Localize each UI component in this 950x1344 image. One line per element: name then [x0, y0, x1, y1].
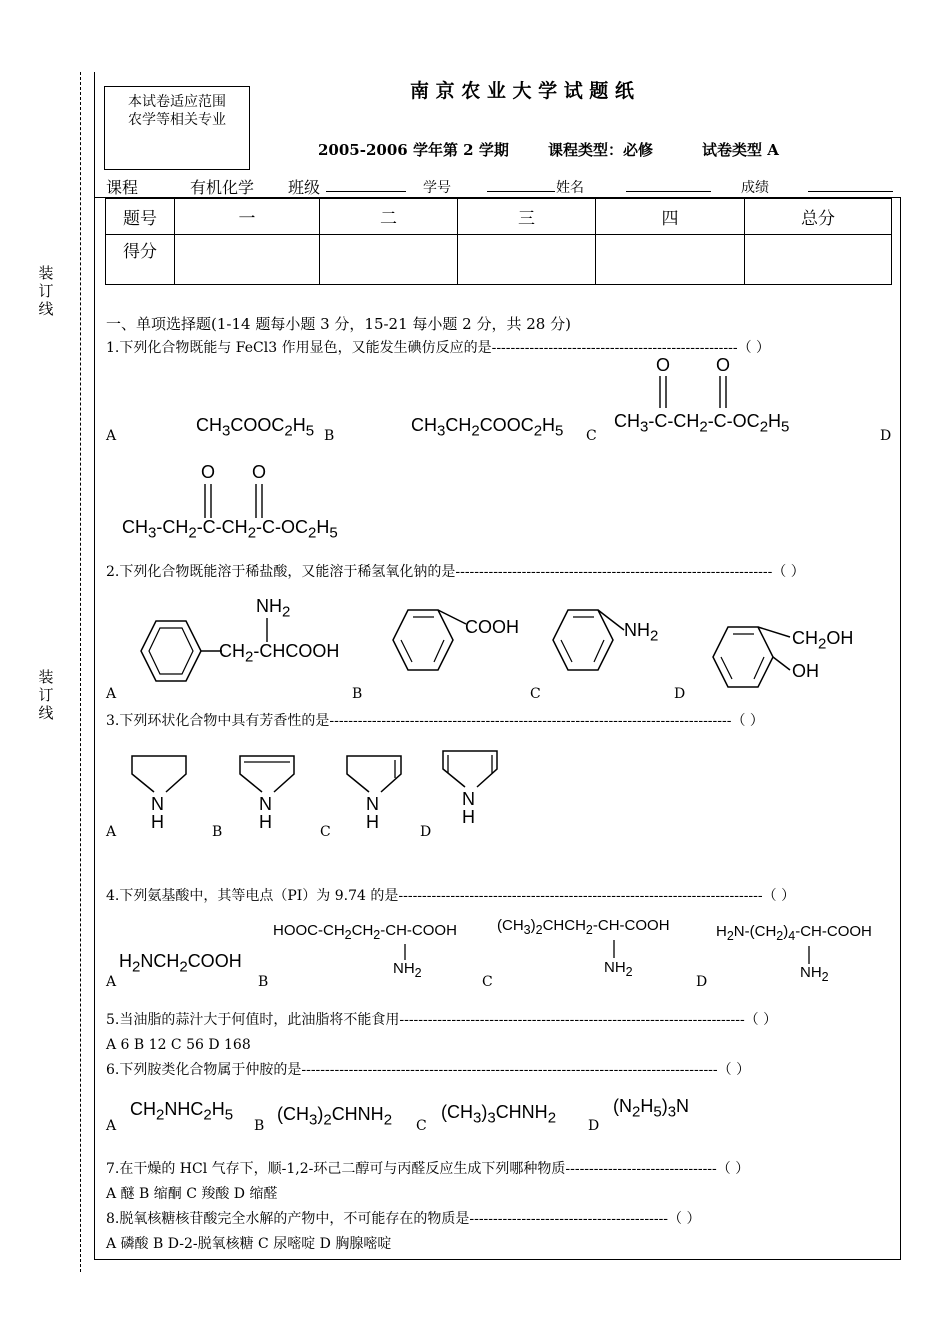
q1-option-c-letter[interactable]: C [586, 428, 597, 444]
score-cell[interactable] [745, 235, 892, 285]
q2-option-d-letter[interactable]: D [674, 686, 686, 702]
q1-option-a-letter[interactable]: A [106, 428, 117, 444]
score-field[interactable] [808, 191, 893, 192]
q4-d-amine: $NH_2$ [800, 964, 829, 984]
q2-a-amine: $NH_2$ [256, 596, 291, 621]
svg-text:H: H [259, 812, 272, 832]
q2-a-bond [262, 616, 272, 644]
score-table-header: 题号 [106, 199, 175, 235]
svg-text:H: H [366, 812, 379, 832]
q4-b-bond [400, 942, 410, 962]
q1-option-b-letter[interactable]: B [324, 428, 335, 444]
course-type: 课程类型：必修 [548, 141, 654, 159]
score-table-header: 总分 [745, 199, 892, 235]
course-label: 课程 [106, 178, 139, 197]
q6-option-a-letter[interactable]: A [106, 1118, 117, 1134]
q2-b-carboxyl: COOH [465, 617, 519, 637]
q2-b-benzene-ring [380, 604, 470, 680]
q6-option-c-formula: $(CH_3)_3CHNH_2$ [441, 1102, 557, 1127]
q4-option-c-formula: $(CH_3)_2CHCH_2-CH$-COOH [497, 917, 670, 937]
score-table-header: 二 [320, 199, 458, 235]
q2-d-hydroxyl: OH [792, 661, 819, 681]
q2-d-hydroxymethyl: $CH_2OH$ [792, 628, 854, 653]
question-8: 8.脱氧核糖核苷酸完全水解的产物中，不可能存在的物质是------------------------------------------（ ） [106, 1211, 701, 1227]
q1-option-b-formula: $CH_3CH_2COOC_2H_5$ [411, 415, 564, 440]
question-5-options[interactable]: A 6 B 12 C 56 D 168 [106, 1037, 251, 1053]
course-value[interactable]: 有机化学 [150, 175, 254, 199]
svg-text:H: H [151, 812, 164, 832]
q1-option-a-formula: $CH_3COOC_2H_5$ [196, 415, 315, 440]
svg-text:N: N [366, 794, 379, 814]
q3-d-pyrrole-ring [435, 745, 505, 827]
student-id-field[interactable] [487, 191, 555, 192]
question-4: 4.下列氨基酸中，其等电点（PI）为 9.74 的是-----------------------------------------------------------------------------（ ） [106, 888, 796, 904]
scope-line-1: 本试卷适应范围 [128, 94, 226, 110]
scope-box [104, 86, 250, 170]
binding-label-lower: 装订线 [38, 668, 54, 722]
q1-d-oxygen-1: O [201, 462, 216, 482]
question-7-options[interactable]: A 醚 B 缩酮 C 羧酸 D 缩醛 [106, 1186, 278, 1202]
svg-text:N: N [462, 789, 475, 809]
svg-text:N: N [259, 794, 272, 814]
binding-dashed-line [80, 72, 81, 1272]
score-cell[interactable] [175, 235, 320, 285]
name-field[interactable] [626, 191, 711, 192]
q1-option-d-formula: $CH_3-CH_2-C-CH_2-C-OC_2H_5$ [122, 517, 338, 542]
question-6: 6.下列胺类化合物属于仲胺的是----------------------------------------------------------------------------------------（ ） [106, 1062, 751, 1078]
q1-d-oxygen-2: O [252, 462, 267, 482]
question-5: 5.当油脂的蒜汁大于何值时，此油脂将不能食用-------------------------------------------------------------------------（ ） [106, 1012, 778, 1028]
q2-option-b-letter[interactable]: B [352, 686, 363, 702]
q4-c-amine: $NH_2$ [604, 959, 633, 979]
class-label: 班级 [288, 178, 321, 197]
q3-a-pyrrolidine-ring [124, 750, 194, 832]
q6-option-a-formula: $CH_2NHC_2H_5$ [130, 1099, 234, 1124]
q3-option-a-letter[interactable]: A [106, 824, 117, 840]
q4-option-b-letter[interactable]: B [258, 974, 269, 990]
q6-option-b-formula: $(CH_3)_2CHNH_2$ [277, 1104, 393, 1129]
q1-c-oxygen-1: O [656, 355, 671, 375]
page-title: 南 京 农 业 大 学 试 题 纸 [410, 80, 634, 102]
score-table-header: 三 [458, 199, 596, 235]
score-cell[interactable] [458, 235, 596, 285]
score-cell[interactable] [596, 235, 745, 285]
question-3: 3.下列环状化合物中具有芳香性的是-------------------------------------------------------------------------------------（ ） [106, 713, 764, 729]
q6-option-d-formula: $(N_2H_5)_3N$ [613, 1096, 690, 1121]
student-id-label: 学号 [423, 180, 451, 196]
q2-c-benzene-ring [540, 604, 630, 680]
semester: 2005-2006 学年第 2 学期 [318, 141, 509, 159]
class-field[interactable] [326, 191, 406, 192]
q3-option-c-letter[interactable]: C [320, 824, 331, 840]
q1-c-oxygen-2: O [716, 355, 731, 375]
q1-d-double-bonds [196, 478, 276, 520]
score-cell[interactable] [320, 235, 458, 285]
q4-c-bond [609, 938, 619, 960]
q2-option-a-formula: $CH_2$-CHCOOH [219, 641, 340, 666]
q4-option-a-formula: $H_2NCH_2COOH$ [119, 951, 242, 976]
q3-c-2-pyrroline-ring [339, 750, 409, 832]
q2-option-a-letter[interactable]: A [106, 686, 117, 702]
question-8-options[interactable]: A 磷酸 B D-2-脱氧核糖 C 尿嘧啶 D 胸腺嘧啶 [106, 1236, 392, 1252]
q4-option-b-formula: HOOC-$CH_2CH_2-CH$-COOH [273, 922, 457, 942]
q6-option-b-letter[interactable]: B [254, 1118, 265, 1134]
svg-text:H: H [462, 807, 475, 827]
q1-option-d-letter[interactable]: D [880, 428, 892, 444]
score-row-label: 得分 [106, 235, 175, 285]
binding-label-upper: 装订线 [38, 264, 54, 318]
q4-option-c-letter[interactable]: C [482, 974, 493, 990]
section-heading: 一、单项选择题(1-14 题每小题 3 分，15-21 每小题 2 分，共 28 分) [106, 315, 571, 333]
paper-type: 试卷类型 A [702, 141, 779, 159]
score-label: 成绩 [741, 180, 769, 196]
q2-d-benzene-ring [706, 615, 796, 695]
q3-b-3-pyrroline-ring [232, 750, 302, 832]
q3-option-d-letter[interactable]: D [420, 824, 432, 840]
q2-c-amine: $NH_2$ [624, 620, 659, 645]
q2-a-benzene-ring [126, 615, 226, 691]
q1-option-c-formula: $CH_3-C-CH_2-C-OC_2H_5$ [614, 411, 790, 436]
question-2: 2.下列化合物既能溶于稀盐酸，又能溶于稀氢氧化钠的是-------------------------------------------------------------------（ ） [106, 564, 805, 580]
q4-option-d-letter[interactable]: D [696, 974, 708, 990]
name-label: 姓名 [556, 180, 584, 196]
q6-option-d-letter[interactable]: D [588, 1118, 600, 1134]
scope-line-2: 农学等相关专业 [128, 112, 226, 128]
score-table-header: 四 [596, 199, 745, 235]
q6-option-c-letter[interactable]: C [416, 1118, 427, 1134]
q4-d-bond [804, 944, 814, 966]
svg-text:N: N [151, 794, 164, 814]
q4-option-a-letter[interactable]: A [106, 974, 117, 990]
q4-b-amine: $NH_2$ [393, 960, 422, 980]
score-table-header: 一 [175, 199, 320, 235]
score-table [105, 198, 892, 285]
q4-option-d-formula: $H_2N-(CH_2)_4-CH$-COOH [716, 923, 872, 943]
question-7: 7.在干燥的 HCl 气存下，顺-1,2-环己二醇可与丙醛反应生成下列哪种物质--------------------------------（ ） [106, 1161, 750, 1177]
q2-option-c-letter[interactable]: C [530, 686, 541, 702]
question-1: 1.下列化合物既能与 FeCl3 作用显色，又能发生碘仿反应的是----------------------------------------------------（ ） [106, 340, 771, 356]
q3-option-b-letter[interactable]: B [212, 824, 223, 840]
q1-c-double-bonds [650, 370, 750, 412]
